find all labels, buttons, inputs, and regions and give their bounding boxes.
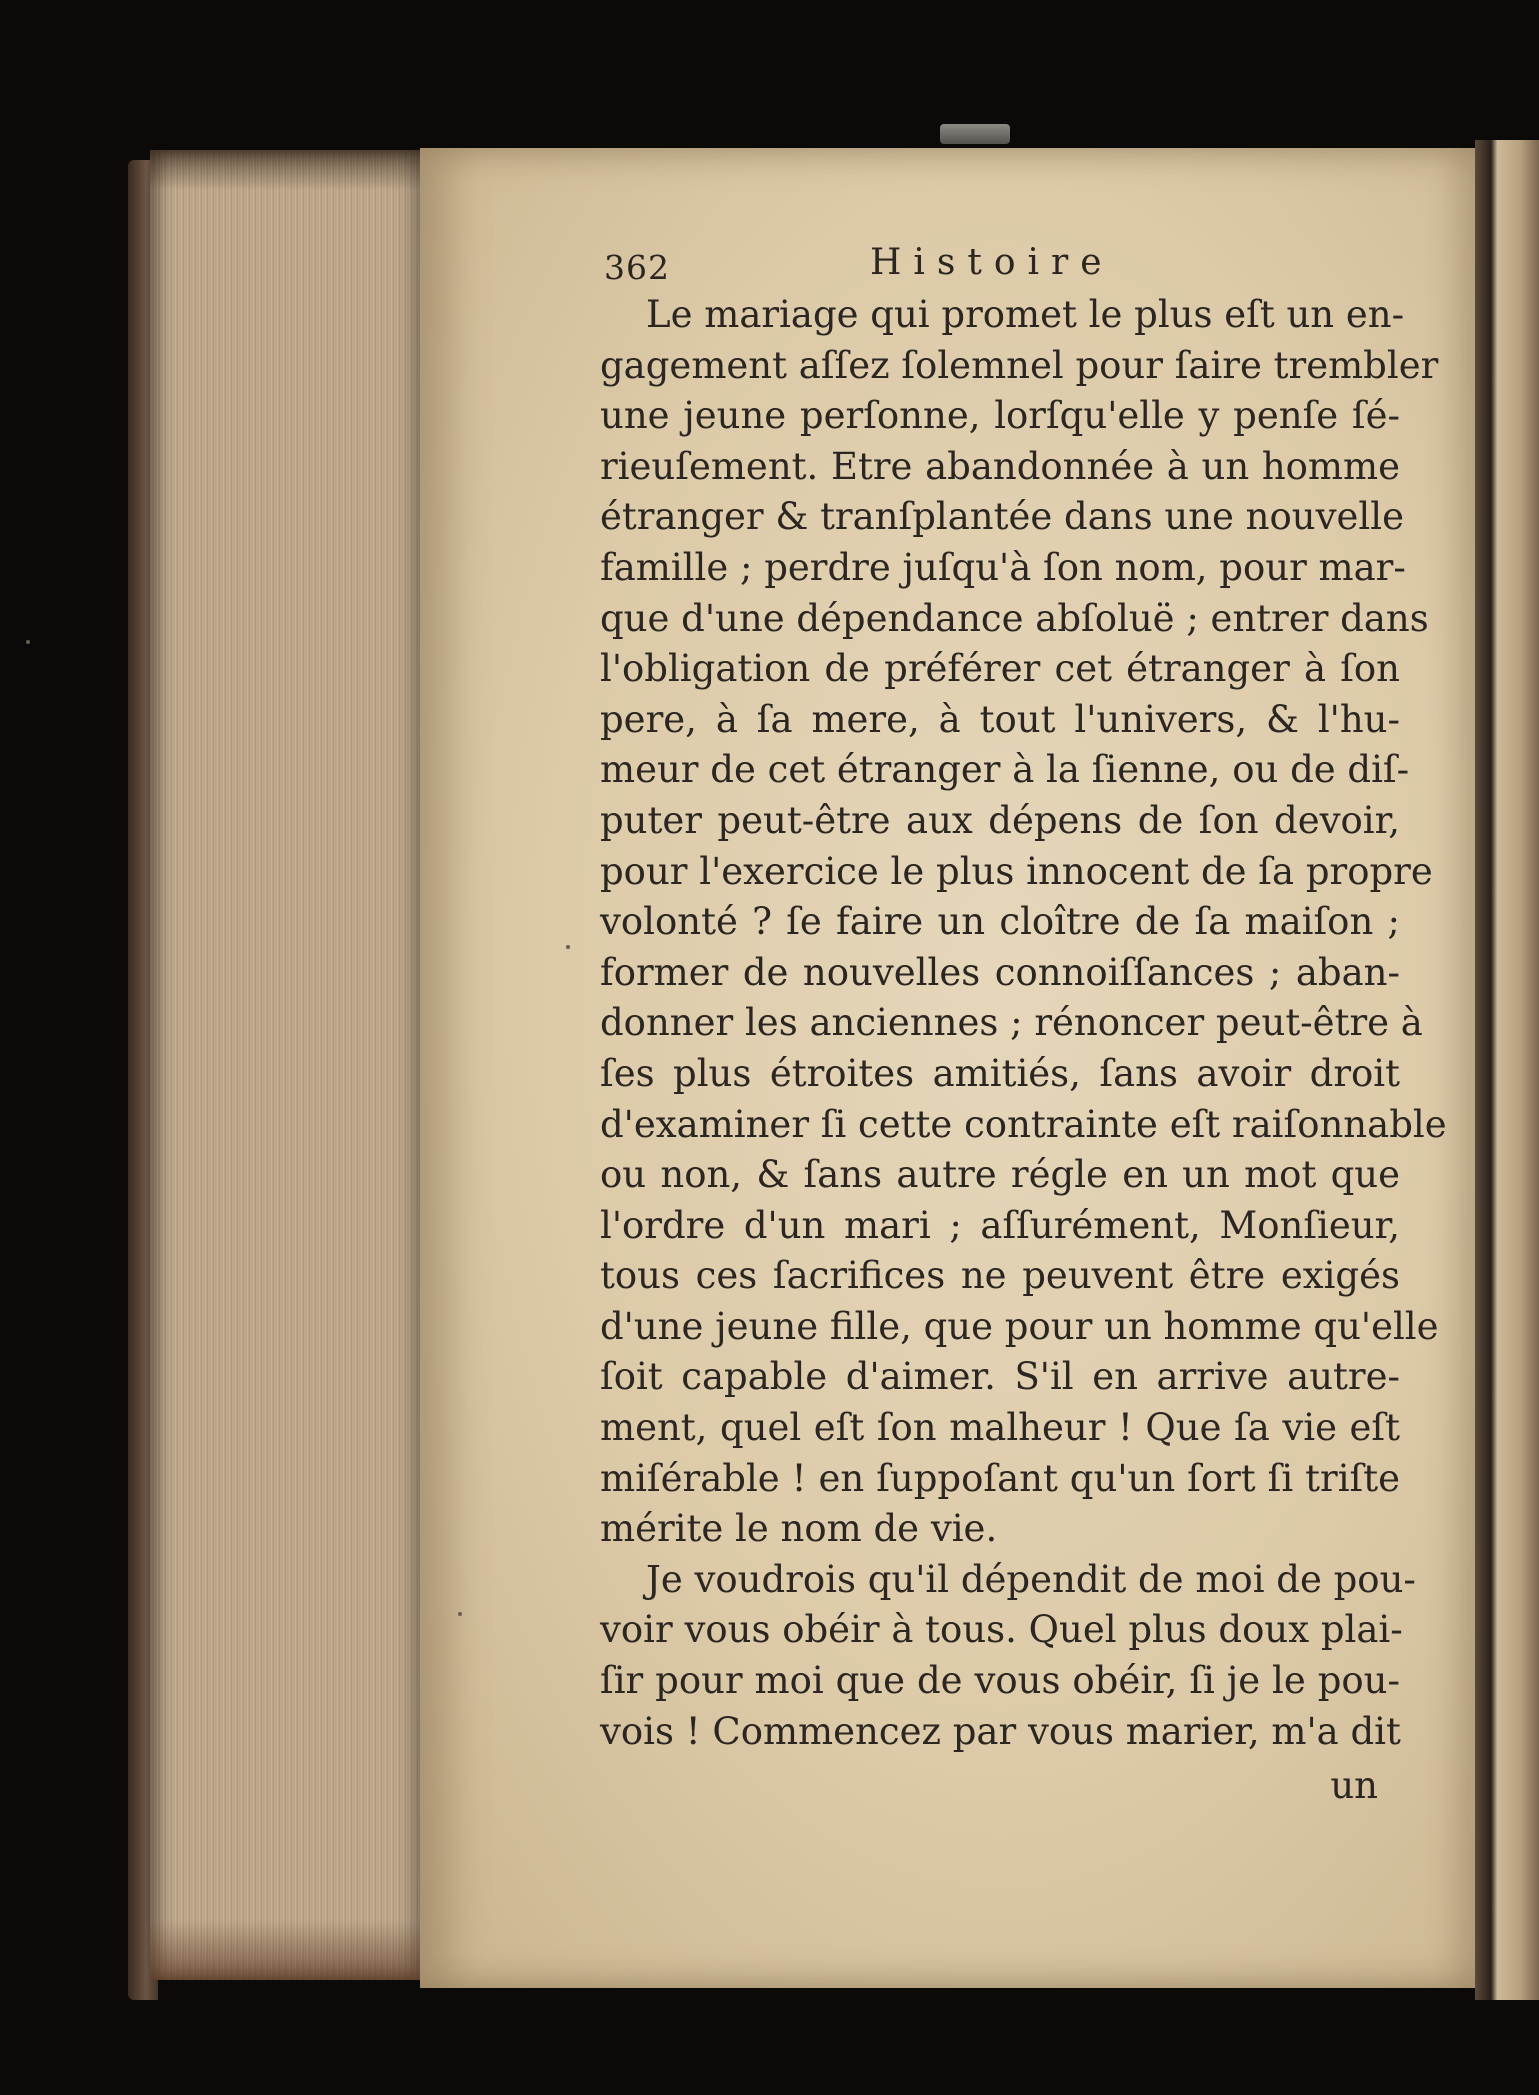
page-text: [600, 228, 1447, 1811]
text-line: une jeune perſonne, lorſqu'elle y penſe ſé-: [600, 394, 1400, 438]
text-line: l'ordre d'un mari ; aſſurément, Monſieur,: [600, 1203, 1400, 1247]
page-edges: [150, 150, 425, 1980]
running-head: Histoire: [870, 242, 1114, 283]
text-line: que d'une dépendance abſoluë ; entrer dans: [600, 596, 1429, 640]
text-line: miſérable ! en ſuppoſant qu'un ſort ſi triſte: [600, 1456, 1400, 1500]
text-line: vois ! Commencez par vous marier, m'a dit: [600, 1709, 1401, 1753]
text-line: ſes plus étroites amitiés, ſans avoir droit: [600, 1051, 1400, 1095]
page-header: [600, 228, 1400, 290]
text-line: l'obligation de préférer cet étranger à ſon: [600, 647, 1400, 691]
dust-speck: [566, 945, 570, 949]
text-line: famille ; perdre juſqu'à ſon nom, pour mar-: [600, 545, 1406, 589]
text-line: Le mariage qui promet le plus eſt un en-: [646, 293, 1405, 336]
dust-speck: [458, 1612, 462, 1616]
paragraph-1: [600, 290, 1447, 1555]
catchword: un: [1330, 1764, 1378, 1808]
text-line: rieuſement. Etre abandonnée à un homme: [600, 444, 1400, 488]
text-line: Je voudrois qu'il dépendit de moi de pou-: [646, 1557, 1416, 1601]
text-line: ſoit capable d'aimer. S'il en arrive autre-: [600, 1355, 1400, 1399]
text-line: ou non, & ſans autre régle en un mot que: [600, 1153, 1400, 1197]
text-line: meur de cet étranger à la ſienne, ou de diſ-: [600, 748, 1410, 792]
dust-speck: [26, 640, 30, 644]
text-line: donner les anciennes ; rénoncer peut-être à: [600, 1001, 1423, 1045]
text-line: tous ces ſacrifices ne peuvent être exigés: [600, 1254, 1400, 1298]
text-line: mérite le nom de vie.: [600, 1507, 998, 1551]
text-line: former de nouvelles connoiſſances ; aban-: [600, 950, 1400, 994]
text-line: d'une jeune fille, que pour un homme qu'elle: [600, 1304, 1439, 1348]
text-line: ment, quel eſt ſon malheur ! Que ſa vie eſt: [600, 1406, 1400, 1450]
text-line: étranger & tranſplantée dans une nouvelle: [600, 495, 1404, 539]
page-number: 362: [604, 248, 670, 287]
text-line: pere, à ſa mere, à tout l'univers, & l'hu-: [600, 697, 1400, 741]
text-line: d'examiner ſi cette contrainte eſt raiſonnable: [600, 1102, 1447, 1146]
text-line: volonté ? ſe faire un cloître de ſa maiſon ;: [600, 900, 1400, 944]
paragraph-2: [600, 1555, 1416, 1757]
text-line: voir vous obéir à tous. Quel plus doux plai-: [600, 1608, 1403, 1652]
facing-page-edge: [1475, 140, 1539, 2000]
text-line: ſir pour moi que de vous obéir, ſi je le pou-: [600, 1659, 1400, 1703]
text-line: gagement aſſez ſolemnel pour ſaire trembler: [600, 343, 1439, 387]
text-line: pour l'exercice le plus innocent de ſa propre: [600, 849, 1433, 893]
binding-clip: [940, 124, 1010, 144]
text-line: puter peut-être aux dépens de ſon devoir,: [600, 798, 1400, 842]
